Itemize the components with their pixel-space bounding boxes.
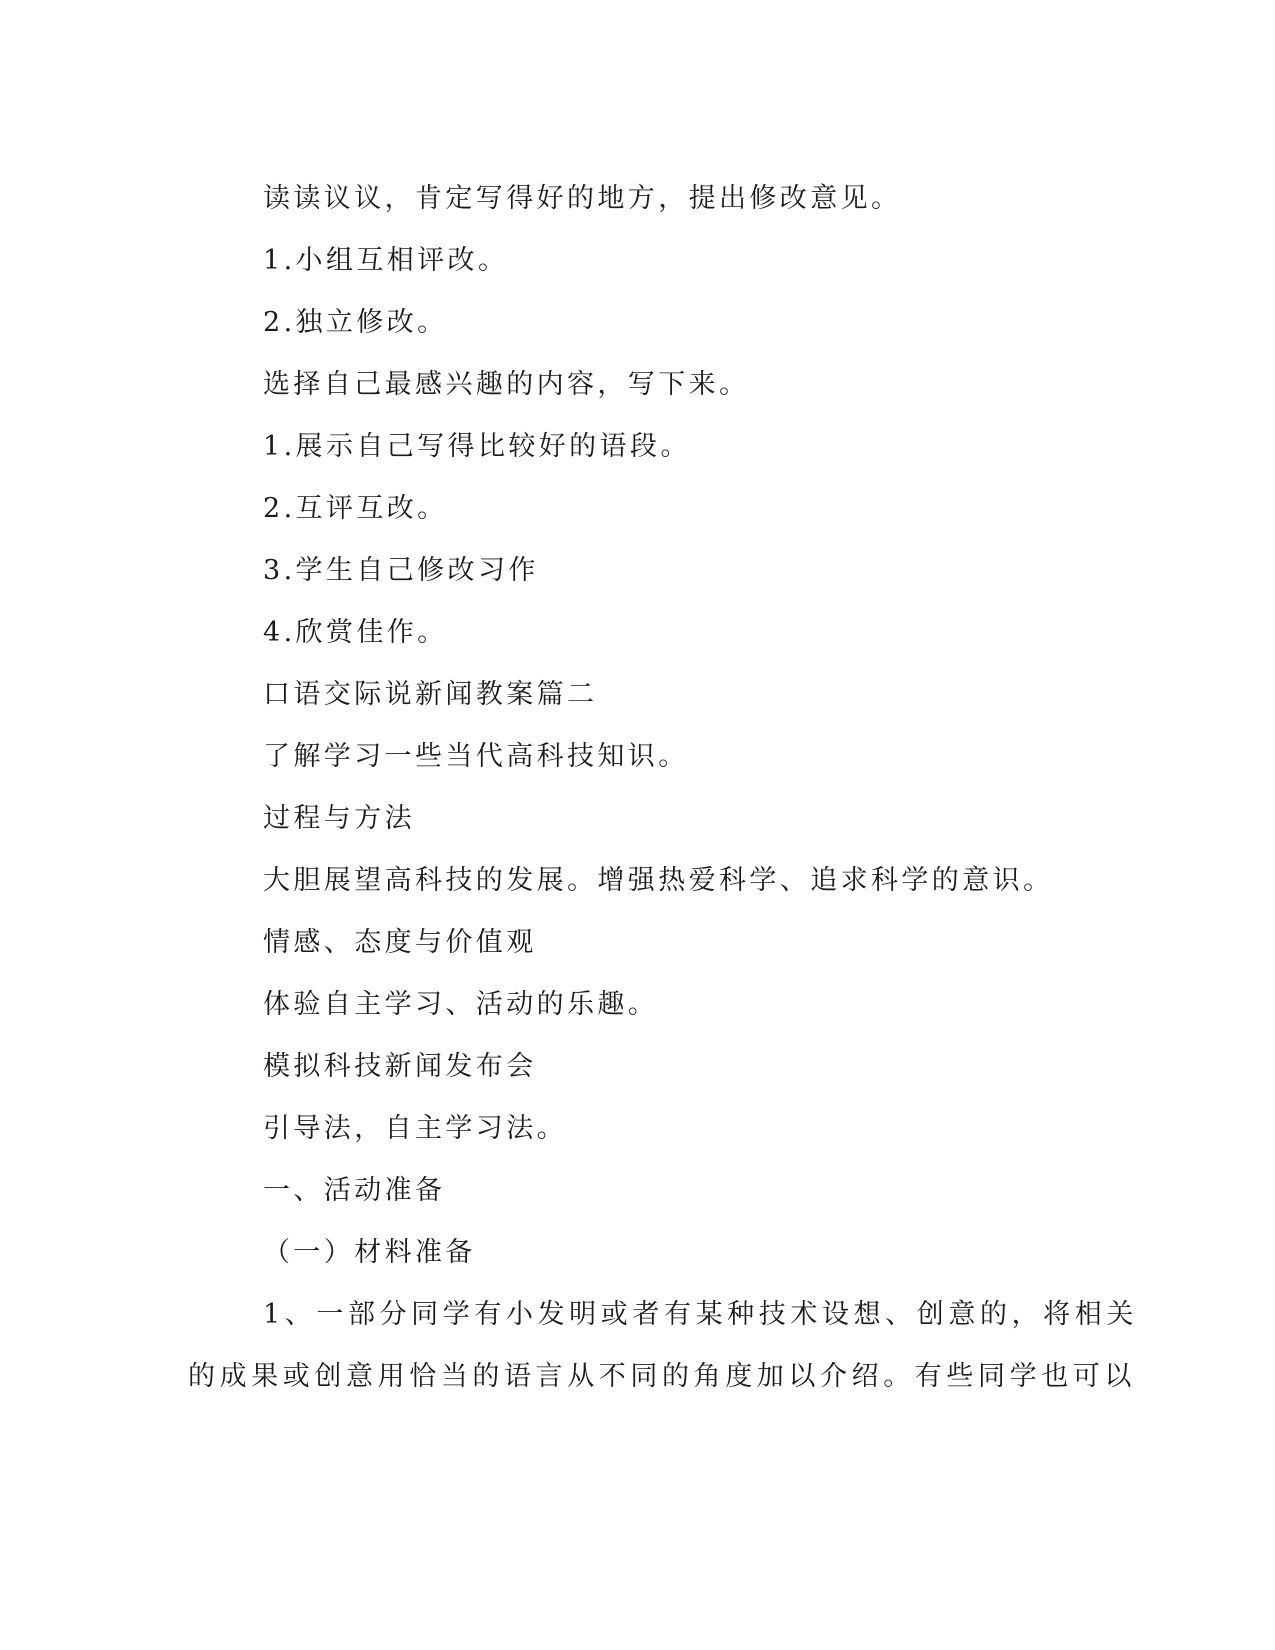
text-line: 了解学习一些当代高科技知识。 [263, 741, 689, 772]
list-item: 2.独立修改。 [263, 307, 448, 338]
subheading: 过程与方法 [263, 803, 415, 834]
subheading: （一）材料准备 [263, 1237, 476, 1268]
text-line: 读读议议，肯定写得好的地方，提出修改意见。 [263, 183, 902, 214]
list-item: 2.互评互改。 [263, 493, 448, 524]
paragraph-line-continued: 的成果或创意用恰当的语言从不同的角度加以介绍。有些同学也可以 [188, 1361, 1136, 1392]
paragraph-line-first: 1、一部分同学有小发明或者有某种技术设想、创意的，将相关 [263, 1299, 1138, 1330]
section-heading: 口语交际说新闻教案篇二 [263, 679, 598, 710]
list-item: 1.小组互相评改。 [263, 245, 509, 276]
text-line: 引导法，自主学习法。 [263, 1113, 567, 1144]
list-item: 1.展示自己写得比较好的语段。 [263, 431, 691, 462]
text-line: 大胆展望高科技的发展。增强热爱科学、追求科学的意识。 [263, 865, 1054, 896]
document-body [188, 168, 1138, 1408]
list-item: 4.欣赏佳作。 [263, 617, 448, 648]
text-line: 选择自己最感兴趣的内容，写下来。 [263, 369, 750, 400]
list-item: 3.学生自己修改习作 [263, 555, 539, 586]
text-line: 体验自主学习、活动的乐趣。 [263, 989, 659, 1020]
text-line: 模拟科技新闻发布会 [263, 1051, 537, 1082]
section-heading: 一、活动准备 [263, 1175, 446, 1206]
subheading: 情感、态度与价值观 [263, 927, 537, 958]
